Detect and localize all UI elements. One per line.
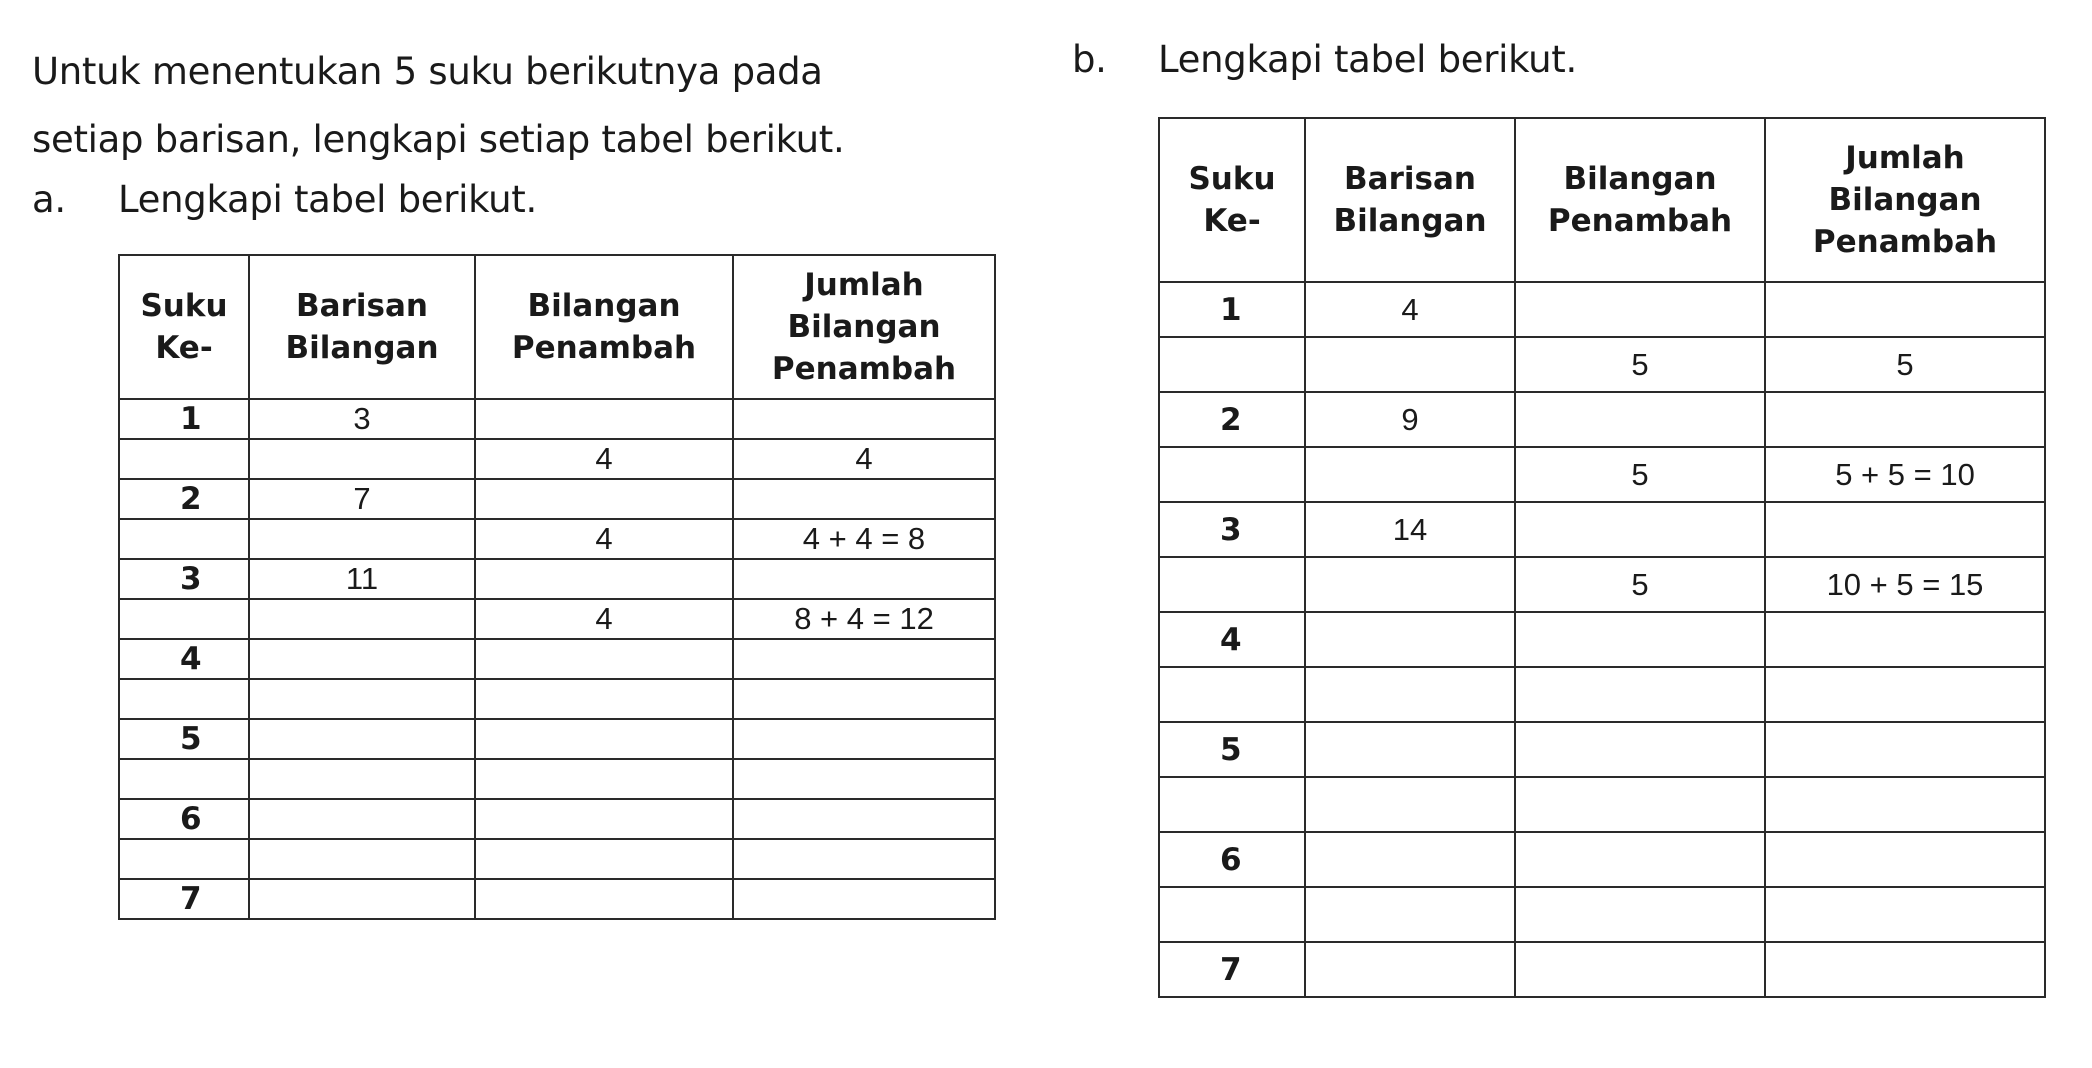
- cell-suku: 6: [1159, 832, 1305, 887]
- cell-barisan: 7: [249, 479, 475, 519]
- cell-jumlah: [733, 839, 995, 879]
- cell-jumlah: [1765, 502, 2045, 557]
- cell-penambah: [1515, 667, 1765, 722]
- cell-suku: [1159, 447, 1305, 502]
- cell-suku: [119, 839, 249, 879]
- cell-suku: 7: [1159, 942, 1305, 997]
- part-b-letter: b.: [1072, 38, 1107, 81]
- table-row: [119, 719, 995, 759]
- table-row: [119, 399, 995, 439]
- cell-suku: 2: [1159, 392, 1305, 447]
- table-row: [119, 599, 995, 639]
- cell-barisan: [249, 799, 475, 839]
- cell-suku: 1: [119, 399, 249, 439]
- cell-jumlah: [1765, 832, 2045, 887]
- cell-penambah: [475, 839, 733, 879]
- part-a-heading: [32, 178, 537, 221]
- cell-barisan: [249, 719, 475, 759]
- cell-jumlah: 4: [733, 439, 995, 479]
- part-a-letter: a.: [32, 178, 66, 221]
- table-row: [119, 679, 995, 719]
- cell-suku: [1159, 337, 1305, 392]
- cell-suku: 3: [1159, 502, 1305, 557]
- cell-barisan: [1305, 337, 1515, 392]
- cell-penambah: 4: [475, 599, 733, 639]
- table-row: [119, 559, 995, 599]
- part-b-heading: [1072, 38, 1577, 81]
- cell-barisan: [1305, 667, 1515, 722]
- table-row: [1159, 282, 2045, 337]
- table-row: [119, 479, 995, 519]
- table-b-header-barisan: Barisan Bilangan: [1305, 118, 1515, 282]
- table-row: [119, 879, 995, 919]
- cell-barisan: [249, 679, 475, 719]
- table-row: [119, 439, 995, 479]
- cell-barisan: 3: [249, 399, 475, 439]
- cell-barisan: [249, 639, 475, 679]
- cell-suku: [119, 759, 249, 799]
- cell-suku: [119, 679, 249, 719]
- table-row: [1159, 392, 2045, 447]
- cell-suku: 3: [119, 559, 249, 599]
- cell-jumlah: 5: [1765, 337, 2045, 392]
- cell-suku: 5: [119, 719, 249, 759]
- cell-penambah: [475, 479, 733, 519]
- table-b-header-suku: Suku Ke-: [1159, 118, 1305, 282]
- cell-suku: [119, 599, 249, 639]
- cell-jumlah: [733, 399, 995, 439]
- cell-barisan: [1305, 612, 1515, 667]
- cell-penambah: [475, 399, 733, 439]
- table-a: [118, 254, 996, 920]
- table-row: [1159, 337, 2045, 392]
- table-row: [119, 759, 995, 799]
- cell-barisan: [249, 839, 475, 879]
- table-row: [1159, 832, 2045, 887]
- cell-penambah: [475, 719, 733, 759]
- cell-penambah: [1515, 832, 1765, 887]
- cell-barisan: [1305, 722, 1515, 777]
- cell-penambah: [1515, 887, 1765, 942]
- table-a-header-barisan: Barisan Bilangan: [249, 255, 475, 399]
- cell-jumlah: [1765, 722, 2045, 777]
- cell-barisan: [249, 519, 475, 559]
- cell-suku: [119, 519, 249, 559]
- cell-penambah: [1515, 612, 1765, 667]
- cell-jumlah: [1765, 777, 2045, 832]
- table-row: [119, 799, 995, 839]
- table-a-header-penambah: Bilangan Penambah: [475, 255, 733, 399]
- cell-jumlah: 8 + 4 = 12: [733, 599, 995, 639]
- table-a-header-jumlah: Jumlah Bilangan Penambah: [733, 255, 995, 399]
- cell-barisan: [249, 759, 475, 799]
- table-b-body: [1159, 282, 2045, 997]
- cell-barisan: [1305, 832, 1515, 887]
- intro-line-1: Untuk menentukan 5 suku berikutnya pada: [32, 50, 823, 93]
- table-a-header-row: [119, 255, 995, 399]
- cell-suku: 4: [119, 639, 249, 679]
- cell-penambah: [1515, 722, 1765, 777]
- cell-penambah: 4: [475, 439, 733, 479]
- cell-jumlah: [733, 759, 995, 799]
- part-a-instruction: Lengkapi tabel berikut.: [118, 178, 537, 221]
- cell-suku: [1159, 887, 1305, 942]
- table-row: [1159, 722, 2045, 777]
- table-b-header-penambah: Bilangan Penambah: [1515, 118, 1765, 282]
- cell-penambah: [475, 679, 733, 719]
- table-b: [1158, 117, 2046, 998]
- cell-jumlah: [1765, 282, 2045, 337]
- cell-barisan: [1305, 777, 1515, 832]
- cell-barisan: 9: [1305, 392, 1515, 447]
- part-b-instruction: Lengkapi tabel berikut.: [1158, 38, 1577, 81]
- table-row: [119, 839, 995, 879]
- cell-penambah: 5: [1515, 447, 1765, 502]
- table-row: [1159, 777, 2045, 832]
- cell-barisan: 14: [1305, 502, 1515, 557]
- cell-suku: 5: [1159, 722, 1305, 777]
- cell-jumlah: [733, 799, 995, 839]
- cell-suku: [1159, 557, 1305, 612]
- table-row: [119, 519, 995, 559]
- intro-text: [32, 38, 1032, 174]
- table-b-header-jumlah: Jumlah Bilangan Penambah: [1765, 118, 2045, 282]
- cell-barisan: [249, 439, 475, 479]
- cell-barisan: [1305, 447, 1515, 502]
- cell-suku: 6: [119, 799, 249, 839]
- cell-jumlah: [1765, 942, 2045, 997]
- cell-suku: [119, 439, 249, 479]
- table-row: [119, 639, 995, 679]
- table-row: [1159, 887, 2045, 942]
- table-a-body: [119, 399, 995, 919]
- cell-jumlah: 5 + 5 = 10: [1765, 447, 2045, 502]
- table-row: [1159, 942, 2045, 997]
- cell-penambah: [1515, 392, 1765, 447]
- cell-jumlah: [733, 479, 995, 519]
- cell-suku: [1159, 777, 1305, 832]
- table-row: [1159, 502, 2045, 557]
- cell-penambah: [475, 799, 733, 839]
- cell-penambah: [1515, 502, 1765, 557]
- cell-jumlah: [733, 639, 995, 679]
- cell-jumlah: 4 + 4 = 8: [733, 519, 995, 559]
- cell-jumlah: [1765, 667, 2045, 722]
- cell-barisan: 4: [1305, 282, 1515, 337]
- table-row: [1159, 557, 2045, 612]
- cell-penambah: [475, 879, 733, 919]
- cell-penambah: 5: [1515, 337, 1765, 392]
- table-row: [1159, 447, 2045, 502]
- table-row: [1159, 612, 2045, 667]
- cell-penambah: [1515, 942, 1765, 997]
- cell-jumlah: [1765, 612, 2045, 667]
- cell-jumlah: [733, 879, 995, 919]
- cell-jumlah: 10 + 5 = 15: [1765, 557, 2045, 612]
- cell-jumlah: [1765, 392, 2045, 447]
- cell-jumlah: [733, 679, 995, 719]
- cell-barisan: 11: [249, 559, 475, 599]
- cell-barisan: [1305, 557, 1515, 612]
- table-row: [1159, 667, 2045, 722]
- cell-jumlah: [1765, 887, 2045, 942]
- cell-penambah: [475, 759, 733, 799]
- cell-penambah: [475, 639, 733, 679]
- cell-suku: 4: [1159, 612, 1305, 667]
- cell-penambah: [1515, 777, 1765, 832]
- cell-barisan: [1305, 942, 1515, 997]
- cell-suku: 2: [119, 479, 249, 519]
- cell-barisan: [249, 879, 475, 919]
- cell-penambah: [1515, 282, 1765, 337]
- cell-penambah: 5: [1515, 557, 1765, 612]
- intro-line-2: setiap barisan, lengkapi setiap tabel berikut.: [32, 118, 845, 161]
- cell-barisan: [249, 599, 475, 639]
- cell-penambah: [475, 559, 733, 599]
- table-b-header-row: [1159, 118, 2045, 282]
- cell-jumlah: [733, 559, 995, 599]
- table-a-header-suku: Suku Ke-: [119, 255, 249, 399]
- cell-barisan: [1305, 887, 1515, 942]
- cell-suku: [1159, 667, 1305, 722]
- cell-suku: 1: [1159, 282, 1305, 337]
- cell-penambah: 4: [475, 519, 733, 559]
- cell-suku: 7: [119, 879, 249, 919]
- cell-jumlah: [733, 719, 995, 759]
